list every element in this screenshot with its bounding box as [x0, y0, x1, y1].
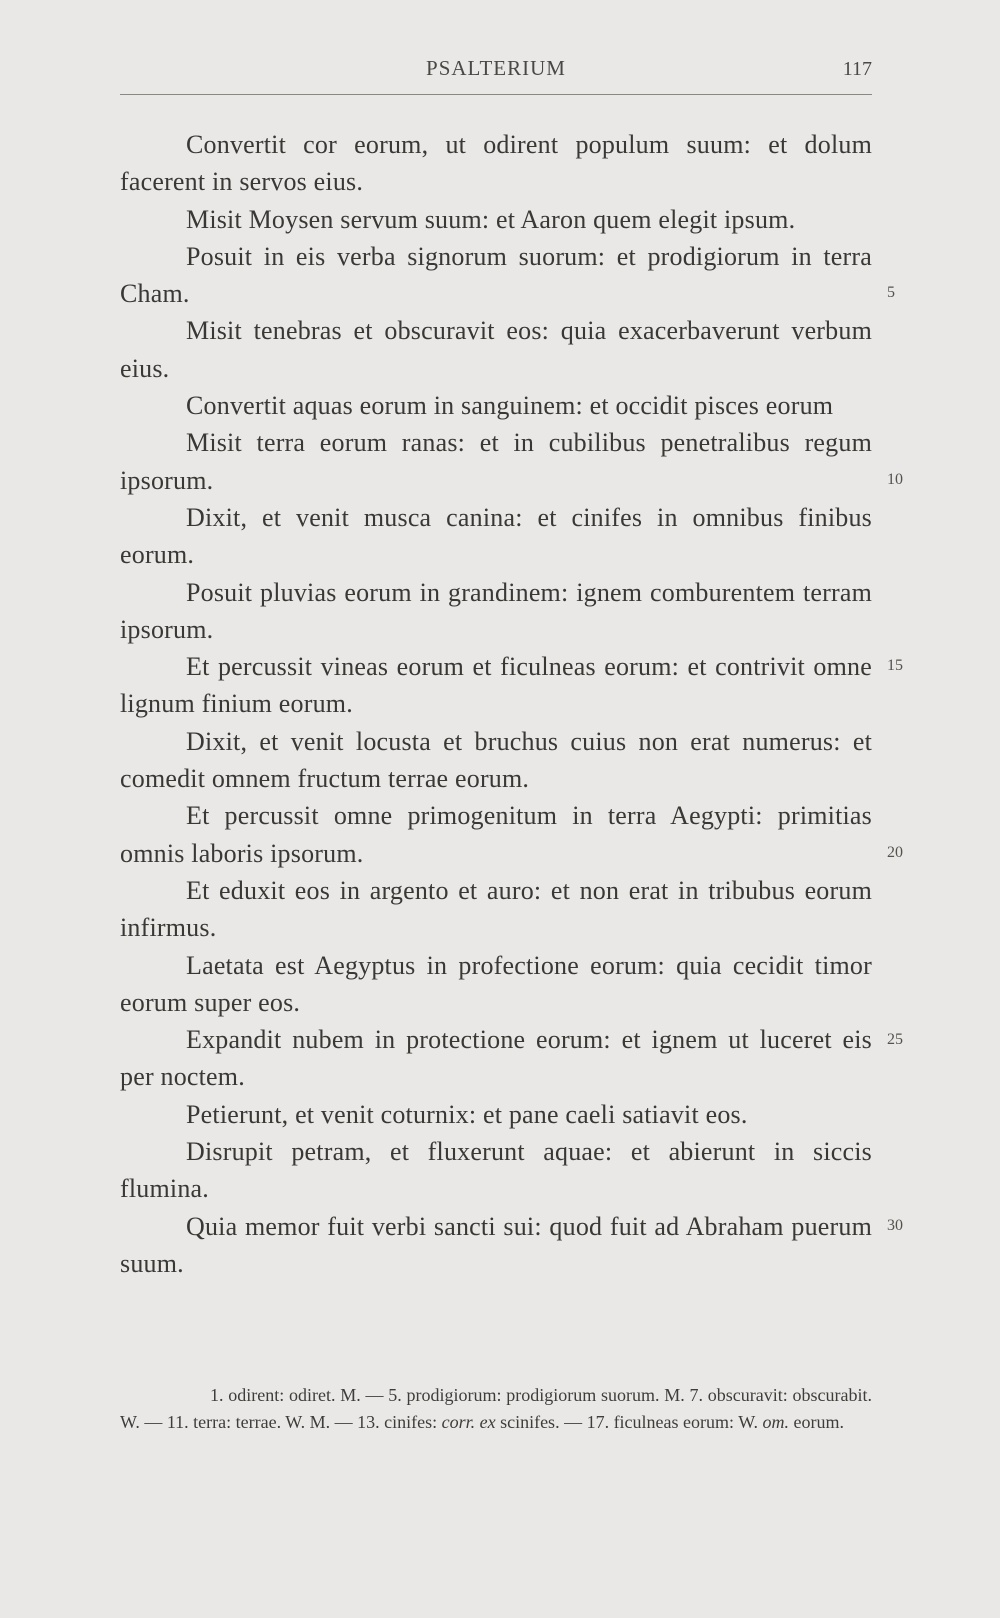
header-rule — [120, 94, 872, 95]
line-number-30: 30 — [887, 1217, 903, 1234]
verse-9: Et percussit vineas eorum et ficulneas eorum: et contrivit omne lignum finium eorum. — [120, 652, 872, 719]
page-number: 117 — [842, 58, 872, 80]
footnote-line-3a: scinifes. — 17. ficulneas eorum: W. — [500, 1412, 759, 1432]
footnote-line-2: 7. obscuravit: obscurabit. W. — 11. terra: terrae. W. M. — 13. cinifes: — [120, 1385, 873, 1432]
verse-11: Et percussit omne primogenitum in terra Aegypti: primitias omnis laboris ipsorum. — [120, 801, 872, 868]
line-number-20: 20 — [887, 844, 903, 861]
verse-7: Dixit, et venit musca canina: et cinifes in omnibus finibus eorum. — [120, 502, 872, 570]
verse-16: Disrupit petram, et fluxerunt aquae: et abierunt in siccis flumina. — [120, 1137, 872, 1204]
verse-10: Dixit, et venit locusta et bruchus cuius non erat numerus: et comedit omnem fructum terrae eorum. — [120, 726, 872, 794]
verse-3: Posuit in eis verba signorum suorum: et prodigiorum in terra Cham. — [120, 241, 872, 309]
footnote-corr-ex: corr. ex — [441, 1412, 496, 1432]
line-number-5: 5 — [887, 284, 895, 301]
verse-15: Petierunt, et venit coturnix: et pane caeli satiavit eos. — [186, 1099, 748, 1129]
footnote-om: om. — [762, 1412, 790, 1432]
verse-block — [120, 126, 872, 1282]
verse-8: Posuit pluvias eorum in grandinem: ignem comburentem terram ipsorum. — [120, 577, 872, 644]
running-title: PSALTERIUM — [426, 56, 566, 80]
verse-4: Misit tenebras et obscuravit eos: quia exacerbaverunt verbum eius. — [120, 316, 872, 383]
line-number-25: 25 — [887, 1031, 903, 1048]
verse-5: Convertit aquas eorum in sanguinem: et occidit pisces eorum — [186, 391, 834, 421]
footnotes — [120, 1382, 872, 1436]
verse-17: Quia memor fuit verbi sancti sui: quod fuit ad Abraham puerum suum. — [120, 1211, 872, 1278]
footnote-line-1: 1. odirent: odiret. M. — 5. prodigiorum: prodigiorum suorum. M. — [210, 1385, 685, 1405]
verse-14: Expandit nubem in protectione eorum: et ignem ut luceret eis per noctem. — [120, 1025, 872, 1092]
verse-13: Laetata est Aegyptus in profectione eorum: quia cecidit timor eorum super eos. — [120, 950, 872, 1017]
line-number-15: 15 — [887, 657, 903, 674]
verse-6: Misit terra eorum ranas: et in cubilibus penetralibus regum ipsorum. — [120, 428, 872, 495]
verse-12: Et eduxit eos in argento et auro: et non erat in tribubus eorum infirmus. — [120, 875, 872, 943]
verse-2: Misit Moysen servum suum: et Aaron quem elegit ipsum. — [186, 204, 796, 234]
line-number-10: 10 — [887, 471, 903, 488]
verse-1: Convertit cor eorum, ut odirent populum suum: et dolum facerent in servos eius. — [120, 130, 872, 197]
running-head — [120, 52, 872, 88]
footnote-line-3b: eorum. — [793, 1412, 845, 1432]
